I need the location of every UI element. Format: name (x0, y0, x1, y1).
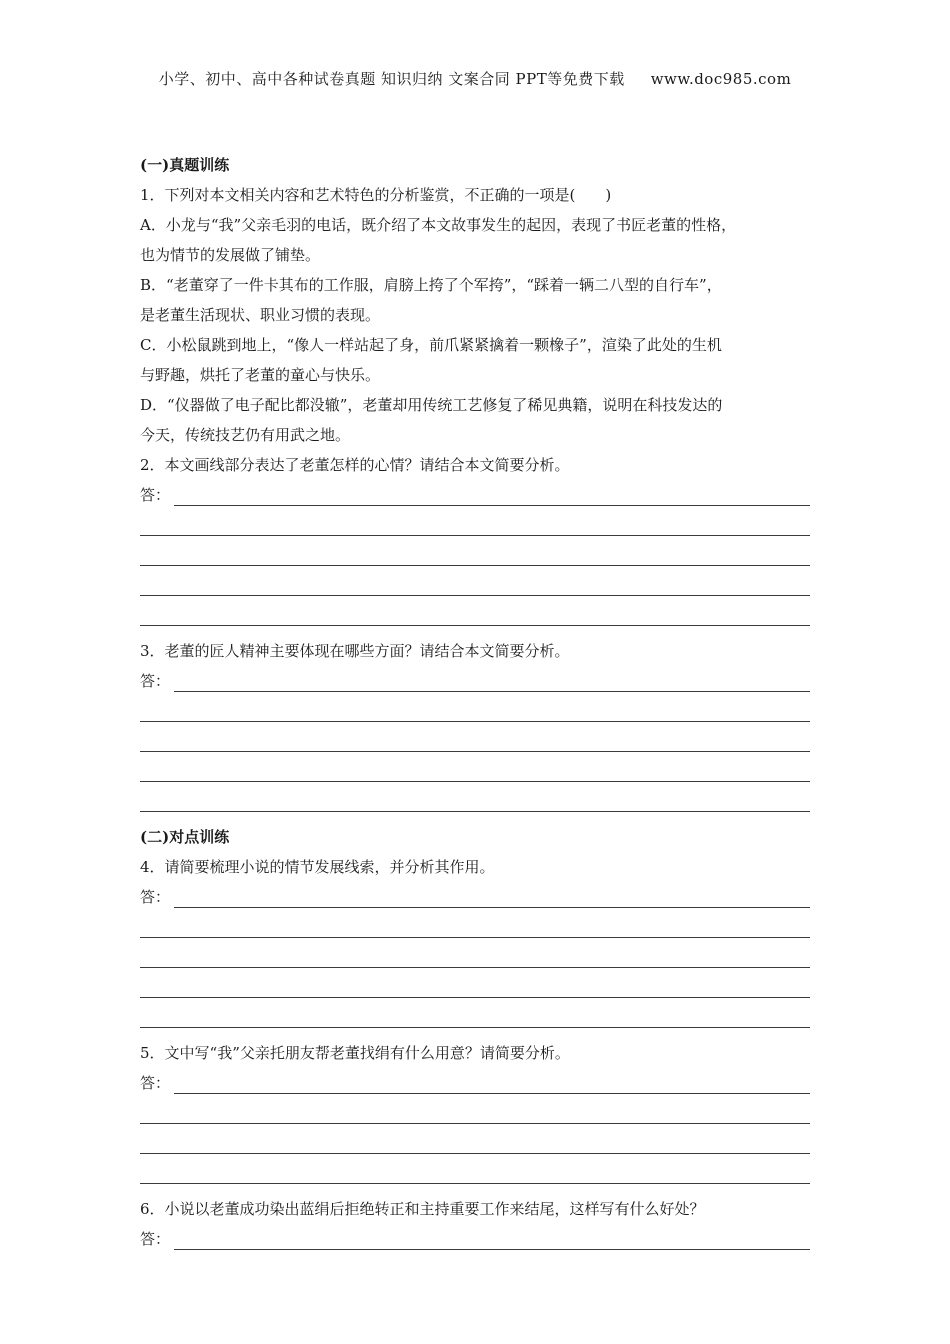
option-line: 是老董生活现状、职业习惯的表现。 (140, 306, 381, 324)
option-line: 也为情节的发展做了铺垫。 (140, 246, 321, 264)
answer-rule (140, 997, 810, 998)
answer-rule (140, 625, 810, 626)
question-2-stem: 2．本文画线部分表达了老董怎样的心情？请结合本文简要分析。 (140, 456, 570, 474)
question-5-answer-area[interactable] (140, 1068, 820, 1188)
answer-rule (140, 595, 810, 596)
question-3 (140, 636, 820, 816)
answer-line[interactable] (140, 1158, 820, 1188)
question-3-answer-area[interactable] (140, 666, 820, 816)
answer-line[interactable] (140, 1098, 820, 1128)
answer-rule (140, 1183, 810, 1184)
question-5-stem: 5．文中写“我”父亲托朋友帮老董找绢有什么用意？请简要分析。 (140, 1044, 570, 1062)
question-4-stem: 4．请简要梳理小说的情节发展线索，并分析其作用。 (140, 858, 495, 876)
answer-rule (140, 721, 810, 722)
answer-label: 答： (140, 672, 171, 690)
answer-line[interactable] (140, 942, 820, 972)
answer-rule (140, 937, 810, 938)
page-header (0, 68, 950, 89)
answer-line[interactable] (140, 912, 820, 942)
header-categories: 小学、初中、高中各种试卷真题 知识归纳 文案合同 PPT等免费下载 (158, 70, 625, 88)
answer-rule (140, 565, 810, 566)
answer-line[interactable] (140, 570, 820, 600)
question-6-stem: 6．小说以老董成功染出蓝绢后拒绝转正和主持重要工作来结尾，这样写有什么好处？ (140, 1200, 705, 1218)
question-1-option-d[interactable] (140, 390, 820, 450)
exercise-content (140, 150, 820, 1254)
answer-line[interactable] (140, 756, 820, 786)
answer-rule (140, 535, 810, 536)
question-1-stem: 1．下列对本文相关内容和艺术特色的分析鉴赏，不正确的一项是( ) (140, 186, 612, 204)
question-3-stem: 3．老董的匠人精神主要体现在哪些方面？请结合本文简要分析。 (140, 642, 570, 660)
answer-label: 答： (140, 486, 171, 504)
answer-rule (140, 811, 810, 812)
answer-rule (140, 781, 810, 782)
answer-line[interactable] (140, 666, 820, 696)
option-line: 今天，传统技艺仍有用武之地。 (140, 426, 351, 444)
question-5 (140, 1038, 820, 1188)
answer-label: 答： (140, 888, 171, 906)
answer-line[interactable] (140, 786, 820, 816)
answer-line[interactable] (140, 726, 820, 756)
header-site-url[interactable]: www.doc985.com (650, 70, 792, 88)
question-1-option-a[interactable] (140, 210, 820, 270)
section-title-targeted-practice: (二)对点训练 (140, 828, 230, 846)
answer-label: 答： (140, 1230, 171, 1248)
option-line: C．小松鼠跳到地上，“像人一样站起了身，前爪紧紧擒着一颗橡子”，渲染了此处的生机 (140, 336, 722, 354)
question-2 (140, 450, 820, 630)
answer-label: 答： (140, 1074, 171, 1092)
question-2-answer-area[interactable] (140, 480, 820, 630)
question-6 (140, 1194, 820, 1254)
answer-rule (174, 907, 810, 908)
answer-rule (140, 751, 810, 752)
answer-line[interactable] (140, 1002, 820, 1032)
answer-line[interactable] (140, 600, 820, 630)
answer-line[interactable] (140, 1068, 820, 1098)
option-line: D．“仪器做了电子配比都没辙”，老董却用传统工艺修复了稀见典籍，说明在科技发达的 (140, 396, 723, 414)
section-title-real-exam: (一)真题训练 (140, 156, 230, 174)
option-line: A．小龙与“我”父亲毛羽的电话，既介绍了本文故事发生的起因，表现了书匠老董的性格， (140, 216, 737, 234)
option-line: 与野趣，烘托了老董的童心与快乐。 (140, 366, 381, 384)
answer-rule (140, 1027, 810, 1028)
answer-rule (140, 967, 810, 968)
answer-line[interactable] (140, 696, 820, 726)
answer-rule (174, 691, 810, 692)
answer-rule (174, 1249, 810, 1250)
answer-line[interactable] (140, 540, 820, 570)
option-line: B．“老董穿了一件卡其布的工作服，肩膀上挎了个军挎”，“踩着一辆二八型的自行车”， (140, 276, 722, 294)
answer-rule (174, 1093, 810, 1094)
question-4-answer-area[interactable] (140, 882, 820, 1032)
answer-line[interactable] (140, 510, 820, 540)
answer-rule (140, 1123, 810, 1124)
question-1-option-c[interactable] (140, 330, 820, 390)
answer-line[interactable] (140, 480, 820, 510)
question-4 (140, 852, 820, 1032)
answer-line[interactable] (140, 1224, 820, 1254)
question-1 (140, 180, 820, 450)
answer-rule (174, 505, 810, 506)
question-6-answer-area[interactable] (140, 1224, 820, 1254)
answer-rule (140, 1153, 810, 1154)
answer-line[interactable] (140, 972, 820, 1002)
answer-line[interactable] (140, 882, 820, 912)
answer-line[interactable] (140, 1128, 820, 1158)
question-1-option-b[interactable] (140, 270, 820, 330)
